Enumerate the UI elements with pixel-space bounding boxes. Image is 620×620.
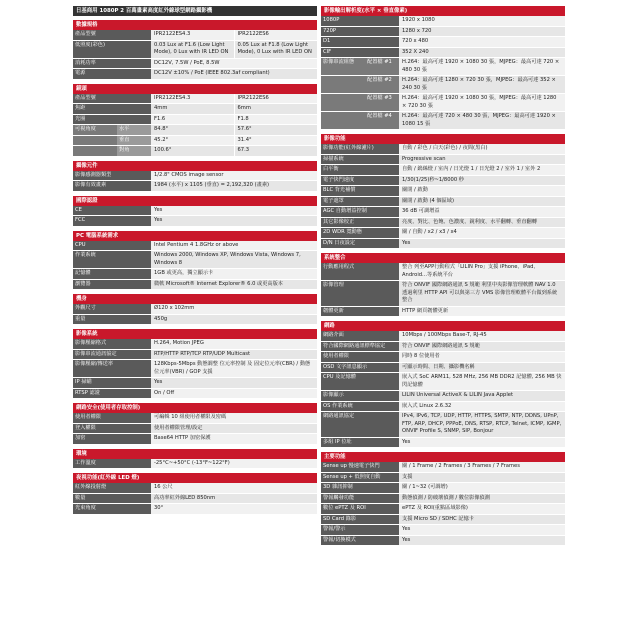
spec-value: 符合 ONVIF 國際網路通訊 S 規範 利里中央影像管理軟體 NAV 1.0 透過利里 HTTP API 可以與第三方 VMS 影像管理軟體平台做到系統整合 [399,281,565,306]
spec-row [321,412,565,438]
document-title: 日基商用 1080P 2 百萬畫素高度紅外線球型網路攝影機 [73,6,317,16]
spec-row [321,402,565,413]
spec-value: ePTZ 及 ROI(重點區域影像) [399,504,565,514]
spec-row [73,483,317,494]
spec-label: SD Card 錄影 [321,515,399,525]
spec-value: 1920 x 1080 [399,16,565,26]
spec-value: 1GB 或更高，獨立顯示卡 [151,269,317,279]
spec-row [321,263,565,281]
spec-row [73,251,317,269]
spec-label: D/N 日夜設定 [321,239,399,249]
spec-sublabel: 垂直 [117,136,151,146]
spec-value: 128Kbps-5Mbps 動態調整 位元率控制 及 固定位元率(CBR) / 動態位元率(VBR) / GOP 支援 [151,360,317,377]
section-network [321,321,565,448]
spec-label: 影像串流組態 [321,58,365,75]
spec-label: 加密 [73,434,151,444]
spec-value: Yes [151,378,317,388]
spec-value: 720 x 480 [399,37,565,47]
section-certification [73,196,317,227]
spec-row [321,473,565,484]
spec-label: 電源 [73,69,151,79]
spec-value: Yes [399,239,565,249]
section-header: 鏡頭 [73,84,317,94]
section-header: 國際認證 [73,196,317,206]
spec-label: Sense up + 低照度自動 [321,473,399,483]
left-column [73,0,317,517]
spec-value: 1984 (水平) x 1105 (垂直) = 2,192,320 (畫素) [151,181,317,191]
spec-sublabel: 配置檔 #3 [365,94,399,111]
spec-row [73,59,317,70]
spec-row [321,37,565,48]
spec-row [321,342,565,353]
spec-value: IPR2122ES4.3 [151,30,234,40]
spec-row [321,16,565,27]
spec-value: Yes [151,206,317,216]
spec-row [321,155,565,166]
spec-label: 影像有效畫素 [73,181,151,191]
spec-row [73,459,317,470]
spec-row [321,165,565,176]
spec-value: Base64 HTTP 加密保護 [151,434,317,444]
spec-row [73,350,317,361]
section-specs [73,20,317,80]
spec-value: 自動 / 鎢絲燈 / 室內 / 日光燈 1 / 日光燈 2 / 室外 1 / 室外 2 [399,165,565,175]
spec-row [321,112,565,130]
section-header: PC 電腦系統需求 [73,231,317,241]
spec-value: 6mm [234,104,318,114]
spec-value: 可編輯 10 組使用者權限及密碼 [151,413,317,423]
spec-label-blank [321,94,365,111]
section-network-security [73,403,317,445]
spec-value: 0.03 Lux at F1.6 (Low Light Mode), 0 Lux with IR LED ON [151,41,234,58]
spec-row [321,462,565,473]
spec-row [321,525,565,536]
section-header: 環境 [73,449,317,459]
spec-label: 電子快門速度 [321,176,399,186]
spec-label: 白平衡 [321,165,399,175]
spec-label: 消耗功率 [73,59,151,69]
spec-row [321,483,565,494]
spec-value: -25°C~+50°C (-13°F~122°F) [151,459,317,469]
spec-label: D1 [321,37,399,47]
section-sensor [73,161,317,192]
spec-row [321,58,565,76]
spec-row [73,360,317,378]
spec-value: 67.3 [234,146,318,156]
spec-row [73,206,317,217]
spec-row [73,269,317,280]
section-header: 影像功能 [321,134,565,144]
spec-label: 3D 雜訊抑制 [321,483,399,493]
spec-sublabel: 水平 [117,125,151,135]
spec-value: Yes [151,216,317,226]
spec-label: 網路介面 [321,331,399,341]
spec-row [73,136,317,147]
spec-row [321,363,565,374]
spec-label-blank [73,146,117,156]
spec-sublabel: 配置檔 #1 [365,58,399,75]
spec-label: 警報/警示 [321,525,399,535]
section-header: 影像輸出解析度(水平 × 垂直像素) [321,6,565,16]
spec-label: 電子遮罩 [321,197,399,207]
spec-value: 關 / 1~32 (可調增) [399,483,565,493]
spec-label: 使用者權限 [321,352,399,362]
spec-row [73,504,317,515]
spec-label: Sense up 慢速電子快門 [321,462,399,472]
spec-row [321,281,565,307]
spec-value: 自動 / 彩色 / 白天(彩色) / 夜間(黑白) [399,144,565,154]
spec-label: 光束角度 [73,504,151,514]
spec-label: 數位 ePTZ 及 ROI [321,504,399,514]
spec-row [321,207,565,218]
spec-label: 多組 IP 位址 [321,438,399,448]
spec-label: 記憶體 [73,269,151,279]
spec-value: DC12V, 7.5W / PoE, 8.5W [151,59,317,69]
spec-label: RTSP 認證 [73,389,151,399]
spec-label: 使用者權限 [73,413,151,423]
spec-value: H.264：最高可達 1920 × 1080 30 張，MJPEG：最高可達 1280 × 720 30 張 [399,94,565,111]
section-resolution [321,6,565,130]
spec-label: 警報/切換模式 [321,536,399,546]
section-header: 影像系統 [73,329,317,339]
spec-row [73,30,317,41]
spec-value: 高功率紅外線LED 850nm [151,494,317,504]
spec-value: 0.05 Lux at F1.8 (Low Light Mode), 0 Lux with IR LED ON [234,41,318,58]
spec-value: Progressive scan [399,155,565,165]
spec-label: 影像壓縮格式 [73,339,151,349]
spec-row [321,239,565,250]
spec-value: H.264, Motion JPEG [151,339,317,349]
spec-label: 掃描系統 [321,155,399,165]
spec-value: 微軟 Microsoft® Internet Explorer® 6.0 或更高版本 [151,280,317,290]
spec-row [73,389,317,400]
spec-row [73,216,317,227]
spec-label: 產品型號 [73,30,151,40]
spec-value: 亮度、對比、色飽、色濃度、銳利度、水平翻轉、垂直翻轉 [399,218,565,228]
spec-label: 720P [321,27,399,37]
spec-value: 支援 Micro SD / SDHC 記憶卡 [399,515,565,525]
spec-row [321,186,565,197]
spec-value: 符合 ONVIF 國際網路通訊 S 規範 [399,342,565,352]
spec-value: 關閉 / 啟動 [399,186,565,196]
spec-value: H.264：最高可達 1280 × 720 30 張，MJPEG：最高可達 352 × 240 30 張 [399,76,565,93]
spec-sublabel: 對角 [117,146,151,156]
spec-label: 紅外線投射燈 [73,483,151,493]
section-main-features [321,452,565,546]
right-column [321,0,565,548]
spec-value: Windows 2000, Windows XP, Windows Vista, Windows 7, Windows 8 [151,251,317,268]
spec-label: 2D WDR 寬動態 [321,228,399,238]
spec-row [321,27,565,38]
spec-label: 影像顯示 [321,391,399,401]
spec-value: 31.4° [234,136,318,146]
spec-value: 動態偵測 / 防破壞偵測 / 數位影像偵測 [399,494,565,504]
spec-label: 符合國際網路通訊標準協定 [321,342,399,352]
spec-row [73,69,317,80]
spec-label: CE [73,206,151,216]
section-header: 網路安全(使用者存取控制) [73,403,317,413]
section-night-vision [73,473,317,515]
spec-row [321,352,565,363]
spec-label: IP 掃瞄 [73,378,151,388]
spec-label: 可視角度 [73,125,117,135]
spec-row [321,391,565,402]
spec-row [321,494,565,505]
spec-label: AGC 自動增益控制 [321,207,399,217]
section-environment [73,449,317,470]
spec-label: CPU 及記憶體 [321,373,399,390]
spec-row [73,241,317,252]
spec-row [73,181,317,192]
spec-row [73,125,317,136]
spec-value: HTTP 網頁韌體更新 [399,307,565,317]
spec-label: 工作溫度 [73,459,151,469]
spec-value: 100.6° [151,146,234,156]
spec-label: 影像管理 [321,281,399,306]
spec-value: 支援 [399,473,565,483]
spec-value: 450g [151,315,317,325]
spec-label: 外觀尺寸 [73,304,151,314]
spec-row [321,76,565,94]
spec-value: Yes [399,525,565,535]
spec-label: CIF [321,48,399,58]
spec-value: IPR2122ES6 [234,30,318,40]
spec-row [73,146,317,157]
spec-value: H.264：最高可達 1920 × 1080 30 張，MJPEG：最高可達 720 × 480 30 張 [399,58,565,75]
spec-value: 同時 8 位使用者 [399,352,565,362]
spec-row [321,331,565,342]
spec-label: FCC [73,216,151,226]
spec-value: H.264：最高可達 720 × 480 30 張，MJPEG：最高可達 1920 × 1080 15 張 [399,112,565,129]
spec-row [73,315,317,326]
spec-row [321,536,565,547]
spec-label: 韌體更新 [321,307,399,317]
spec-label: 瀏覽器 [73,280,151,290]
spec-row [73,171,317,182]
spec-value: 57.6° [234,125,318,135]
spec-row [321,307,565,318]
spec-value: 1/2.8" CMOS image sensor [151,171,317,181]
spec-value: 整合 列至APP行動程式「LILIN Pro」支援 iPhone、iPad、Android...等系統平台 [399,263,565,280]
spec-label: 行動應用程式 [321,263,399,280]
spec-value: 嵌入式 Linux 2.6.32 [399,402,565,412]
section-header: 數據規格 [73,20,317,30]
spec-value: IPR2122ES6 [234,94,318,104]
spec-label: 影像功能(紅外線濾片) [321,144,399,154]
section-lens [73,84,317,157]
spec-label: BLC 背光補償 [321,186,399,196]
spec-label: 影像感測器類型 [73,171,151,181]
spec-value: 可顯示時間、日期、攝影機名稱 [399,363,565,373]
spec-label-blank [321,112,365,129]
spec-sublabel: 配置檔 #4 [365,112,399,129]
spec-value: 4mm [151,104,234,114]
spec-value: F1.8 [234,115,318,125]
spec-row [321,515,565,526]
spec-label: 焦距 [73,104,151,114]
spec-label: 光圈 [73,115,151,125]
spec-label: 登入權限 [73,424,151,434]
spec-value: 1280 x 720 [399,27,565,37]
spec-row [321,438,565,449]
spec-label: 影像串流通訊協定 [73,350,151,360]
spec-value: F1.6 [151,115,234,125]
spec-value: 嵌入式 SoC ARM11, 528 MHz, 256 MB DDR2 記憶體, 256 MB 快閃記憶體 [399,373,565,390]
spec-value: 1/30(1/25)秒~1/8000 秒 [399,176,565,186]
section-header: 主要功能 [321,452,565,462]
spec-row [321,94,565,112]
spec-label: 其它影像校正 [321,218,399,228]
spec-row [321,504,565,515]
spec-row [73,339,317,350]
spec-row [73,104,317,115]
spec-value: 10Mbps / 100Mbps Base-T, RJ-45 [399,331,565,341]
spec-label: 產品型號 [73,94,151,104]
spec-value: 關 / 自動 / x2 / x3 / x4 [399,228,565,238]
spec-row [73,494,317,505]
spec-label: 低照度(彩色) [73,41,151,58]
section-image-features [321,134,565,249]
section-header: 機身 [73,294,317,304]
spec-value: 30° [151,504,317,514]
spec-value: IPv4, IPv6, TCP, UDP, HTTP, HTTPS, SMTP, NTP, DDNS, UPnP, FTP, ARP, DHCP, PPPoE, DNS, RTSP, RTCP, Telnet, ICMP, IGMP, ONVIF Profile S, SNMP, SIP, Bonjour [399,412,565,437]
spec-label-blank [73,136,117,146]
spec-row [73,413,317,424]
spec-value: LILIN Universal ActiveX & LILIN Java Applet [399,391,565,401]
section-header: 攝像元件 [73,161,317,171]
spec-row [321,373,565,391]
spec-value: Yes [399,438,565,448]
spec-value: 關 / 1 Frame / 2 Frames / 3 Frames / 7 Frames [399,462,565,472]
spec-row [73,434,317,445]
spec-row [73,94,317,105]
spec-row [73,424,317,435]
spec-label: 作業系統 [73,251,151,268]
spec-label: OSD 文字訊息顯示 [321,363,399,373]
spec-label: CPU [73,241,151,251]
section-body [73,294,317,325]
spec-value: 關閉 / 啟動 (4 個區域) [399,197,565,207]
spec-label: 1080P [321,16,399,26]
spec-value: DC12V ±10% / PoE (IEEE 802.3af compliant) [151,69,317,79]
spec-value: IPR2122ES4.3 [151,94,234,104]
spec-value: 45.2° [151,136,234,146]
section-system-integration [321,253,565,317]
spec-sublabel: 配置檔 #2 [365,76,399,93]
spec-value: 84.8° [151,125,234,135]
spec-row [321,144,565,155]
section-header: 網路 [321,321,565,331]
spec-value: RTP/HTTP RTP/TCP RTP/UDP Multicast [151,350,317,360]
spec-label-blank [321,76,365,93]
spec-row [73,304,317,315]
spec-value: Yes [399,536,565,546]
spec-row [73,378,317,389]
spec-value: 16 公尺 [151,483,317,493]
section-header: 系統整合 [321,253,565,263]
spec-row [321,48,565,59]
spec-label: 網路通訊協定 [321,412,399,437]
spec-label: 重量 [73,315,151,325]
spec-row [73,41,317,59]
spec-value: On / Off [151,389,317,399]
spec-row [321,218,565,229]
section-header: 夜視功能(紅外線 LED 燈) [73,473,317,483]
spec-value: Ø120 x 102mm [151,304,317,314]
section-pc-requirements [73,231,317,291]
spec-value: 352 X 240 [399,48,565,58]
section-video-system [73,329,317,399]
spec-value: 使用者權限管理/設定 [151,424,317,434]
spec-label: 警報觸發功能 [321,494,399,504]
spec-label: OS 作業系統 [321,402,399,412]
spec-row [73,115,317,126]
spec-label: 影像壓縮/傳送率 [73,360,151,377]
spec-value: 36 dB 可調增益 [399,207,565,217]
spec-value: Intel Pentium 4 1.8GHz or above [151,241,317,251]
spec-row [321,228,565,239]
spec-label: 數量 [73,494,151,504]
spec-row [321,197,565,208]
spec-row [321,176,565,187]
spec-row [73,280,317,291]
